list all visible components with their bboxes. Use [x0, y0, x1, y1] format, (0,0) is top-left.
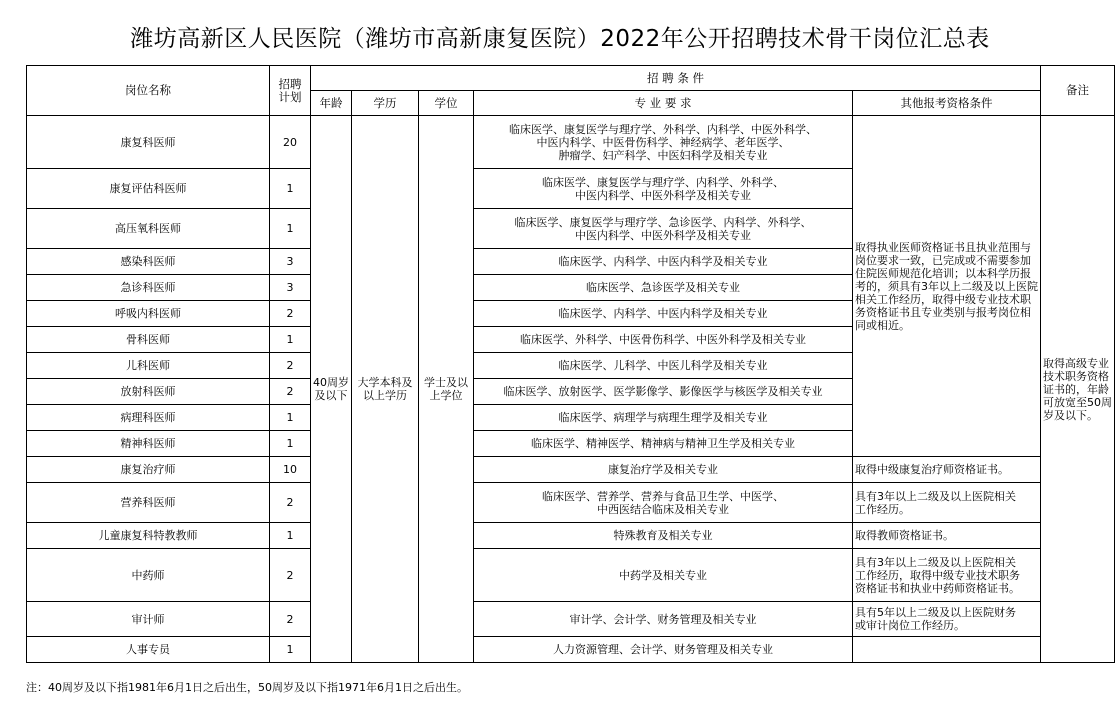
cell-plan: 2	[270, 379, 311, 405]
cell-plan: 3	[270, 249, 311, 275]
cell-major: 临床医学、急诊医学及相关专业	[474, 275, 853, 301]
table-row	[27, 637, 1115, 663]
cell-major: 临床医学、内科学、中医内科学及相关专业	[474, 249, 853, 275]
cell-position: 营养科医师	[27, 483, 270, 523]
cell-other: 具有3年以上二级及以上医院相关 工作经历，取得中级专业技术职务 资格证书和执业中药师资格证书。	[853, 549, 1041, 602]
cell-plan: 1	[270, 209, 311, 249]
cell-degree: 学士及以上学位	[419, 116, 474, 663]
cell-position: 精神科医师	[27, 431, 270, 457]
cell-plan: 1	[270, 637, 311, 663]
cell-major: 审计学、会计学、财务管理及相关专业	[474, 602, 853, 637]
cell-position: 康复评估科医师	[27, 169, 270, 209]
cell-major: 中药学及相关专业	[474, 549, 853, 602]
table-row	[27, 457, 1115, 483]
cell-position: 放射科医师	[27, 379, 270, 405]
cell-position: 中药师	[27, 549, 270, 602]
cell-major: 临床医学、康复医学与理疗学、内科学、外科学、 中医内科学、中医外科学及相关专业	[474, 169, 853, 209]
cell-major: 康复治疗学及相关专业	[474, 457, 853, 483]
table-row	[27, 523, 1115, 549]
cell-position: 儿科医师	[27, 353, 270, 379]
header-conditions: 招 聘 条 件	[311, 66, 1041, 91]
cell-position: 康复治疗师	[27, 457, 270, 483]
cell-plan: 10	[270, 457, 311, 483]
cell-position: 感染科医师	[27, 249, 270, 275]
table-row	[27, 483, 1115, 523]
cell-plan: 2	[270, 353, 311, 379]
cell-major: 临床医学、营养学、营养与食品卫生学、中医学、 中西医结合临床及相关专业	[474, 483, 853, 523]
table-row	[27, 602, 1115, 637]
cell-remark: 取得高级专业技术职务资格证书的，年龄可放宽至50周岁及以下。	[1041, 116, 1115, 663]
cell-other: 取得中级康复治疗师资格证书。	[853, 457, 1041, 483]
cell-position: 儿童康复科特教教师	[27, 523, 270, 549]
footnote: 注：40周岁及以下指1981年6月1日之后出生，50周岁及以下指1971年6月1日之后出生。	[26, 681, 468, 694]
header-plan: 招聘 计划	[270, 66, 311, 116]
cell-education: 大学本科及以上学历	[352, 116, 419, 663]
header-remark: 备注	[1041, 66, 1115, 116]
table-row	[27, 549, 1115, 602]
header-row-1	[27, 66, 1115, 91]
cell-position: 急诊科医师	[27, 275, 270, 301]
cell-plan: 2	[270, 602, 311, 637]
cell-major: 临床医学、儿科学、中医儿科学及相关专业	[474, 353, 853, 379]
cell-major: 临床医学、病理学与病理生理学及相关专业	[474, 405, 853, 431]
cell-major: 临床医学、康复医学与理疗学、急诊医学、内科学、外科学、 中医内科学、中医外科学及相关专业	[474, 209, 853, 249]
cell-major: 临床医学、内科学、中医内科学及相关专业	[474, 301, 853, 327]
cell-plan: 2	[270, 301, 311, 327]
cell-plan: 2	[270, 483, 311, 523]
cell-plan: 1	[270, 431, 311, 457]
cell-major: 临床医学、康复医学与理疗学、外科学、内科学、中医外科学、 中医内科学、中医骨伤科学、神经病学、老年医学、 肿瘤学、妇产科学、中医妇科学及相关专业	[474, 116, 853, 169]
cell-other: 具有3年以上二级及以上医院相关 工作经历。	[853, 483, 1041, 523]
cell-plan: 20	[270, 116, 311, 169]
cell-position: 呼吸内科医师	[27, 301, 270, 327]
cell-plan: 3	[270, 275, 311, 301]
header-major: 专 业 要 求	[474, 91, 853, 116]
cell-other: 取得教师资格证书。	[853, 523, 1041, 549]
cell-position: 康复科医师	[27, 116, 270, 169]
cell-position: 病理科医师	[27, 405, 270, 431]
cell-other	[853, 637, 1041, 663]
header-age: 年龄	[311, 91, 352, 116]
cell-position: 骨科医师	[27, 327, 270, 353]
header-position: 岗位名称	[27, 66, 270, 116]
cell-major: 临床医学、外科学、中医骨伤科学、中医外科学及相关专业	[474, 327, 853, 353]
recruitment-table	[26, 65, 1115, 663]
cell-plan: 1	[270, 405, 311, 431]
cell-major: 临床医学、放射医学、医学影像学、影像医学与核医学及相关专业	[474, 379, 853, 405]
table-row	[27, 116, 1115, 169]
cell-plan: 1	[270, 523, 311, 549]
cell-major: 特殊教育及相关专业	[474, 523, 853, 549]
cell-plan: 1	[270, 169, 311, 209]
cell-plan: 2	[270, 549, 311, 602]
cell-position: 人事专员	[27, 637, 270, 663]
header-education: 学历	[352, 91, 419, 116]
cell-age: 40周岁及以下	[311, 116, 352, 663]
cell-major: 临床医学、精神医学、精神病与精神卫生学及相关专业	[474, 431, 853, 457]
cell-plan: 1	[270, 327, 311, 353]
cell-other: 具有5年以上二级及以上医院财务 或审计岗位工作经历。	[853, 602, 1041, 637]
cell-position: 高压氧科医师	[27, 209, 270, 249]
header-other: 其他报考资格条件	[853, 91, 1041, 116]
cell-other-shared: 取得执业医师资格证书且执业范围与岗位要求一致，已完成或不需要参加住院医师规范化培训；以本科学历报考的，须具有3年以上二级及以上医院相关工作经历，取得中级专业技术职务资格证书且专业类别与报考岗位相同或相近。	[853, 116, 1041, 457]
header-degree: 学位	[419, 91, 474, 116]
cell-position: 审计师	[27, 602, 270, 637]
cell-major: 人力资源管理、会计学、财务管理及相关专业	[474, 637, 853, 663]
page-title: 潍坊高新区人民医院（潍坊市高新康复医院）2022年公开招聘技术骨干岗位汇总表	[130, 26, 990, 52]
